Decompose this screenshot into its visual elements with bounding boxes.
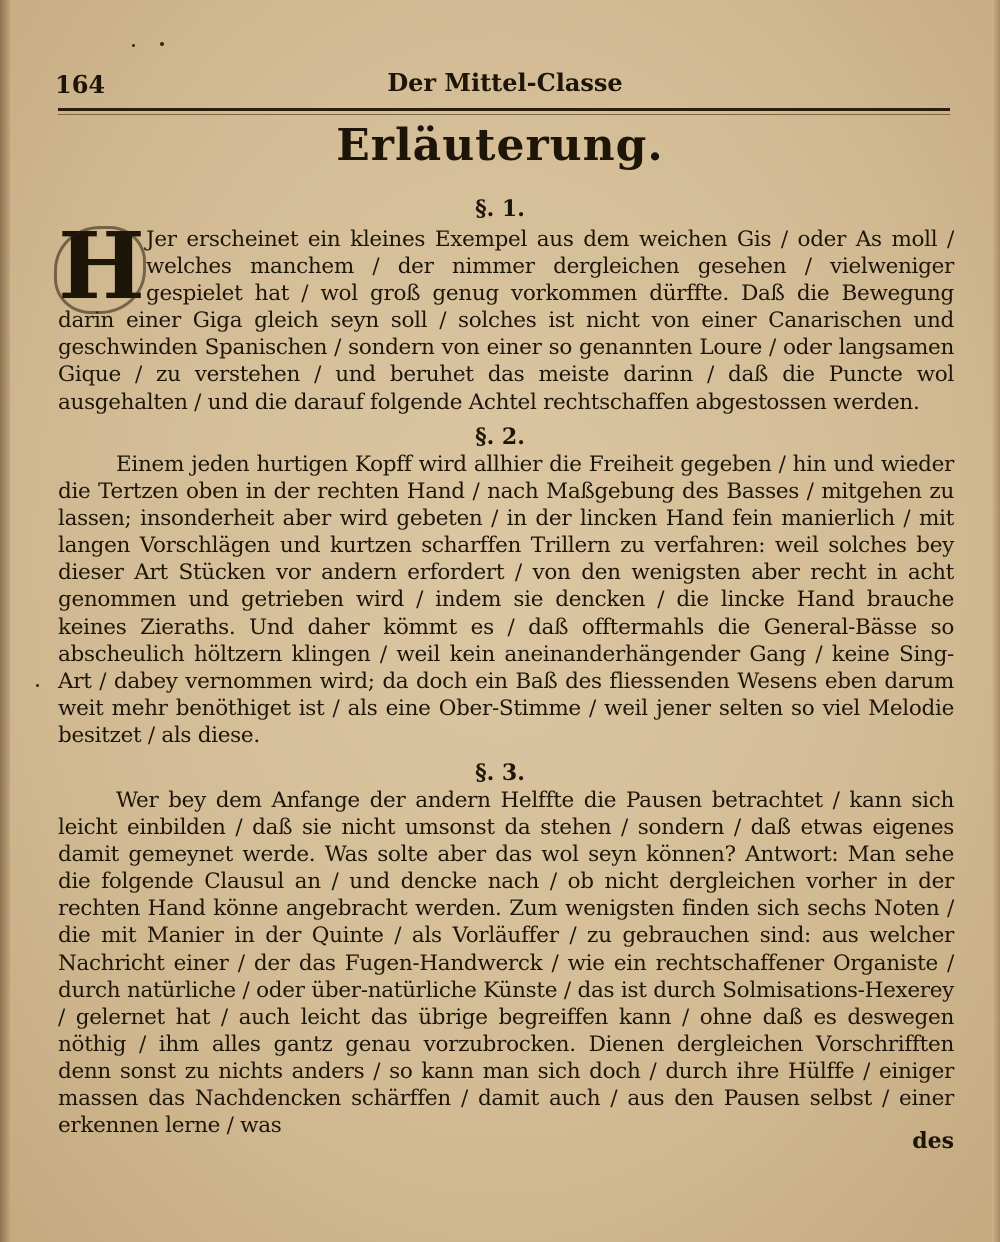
section-paragraph-3 (58, 787, 954, 1139)
section-text-1: Jer erscheinet ein kleines Exempel aus dem weichen Gis / oder As moll / welches manchem / der nimmer dergleichen gesehen / vielweniger gespielet hat / wol groß genug vorkommen dürffte. Daß die Bewegung darin einer Giga gleich seyn soll / solches ist nicht von einer Canarischen und geschwinden Spanischen / sondern von einer so genannten Loure / oder langsamen Gique / zu verstehen / und beruhet das meiste darinn / daß die Puncte wol ausgehalten / und die darauf folgende Achtel rechtschaffen abgestossen werden. (58, 227, 954, 415)
section-paragraph-2 (58, 451, 954, 749)
drop-cap-initial: H (58, 212, 145, 320)
section-heading-1: §. 1. (475, 196, 525, 222)
page-number: 164 (55, 70, 106, 99)
page-header (55, 66, 955, 102)
paper-speck (160, 42, 164, 46)
section-heading-2: §. 2. (475, 424, 525, 450)
running-head: Der Mittel-Classe (387, 68, 623, 97)
section-text-3: Wer bey dem Anfange der andern Helffte die Pausen betrachtet / kann sich leicht einbilden / daß sie nicht umsonst da stehen / sondern / daß etwas eigenes damit gemeynet werde. Was solte aber das wol seyn können? Antwort: Man sehe die folgende Clausul an / und dencke nach / ob nicht dergleichen vorher in der rechten Hand könne angebracht werden. Zum wenigsten finden sich sechs Noten / die mit Manier in der Quinte / als Vorläuffer / zu gebrauchen sind: aus welcher Nachricht einer / der das Fugen-Handwerck / wie ein rechtschaffener Organiste / durch natürliche / oder über-natürliche Künste / das ist durch Solmisations-Hexerey / gelernet hat / auch leicht das übrige begreiffen kann / ohne daß es deswegen nöthig / ihm alles gantz genau vorzubrocken. Dienen dergleichen Vorschrifften denn sonst zu nichts anders / so kann man sich doch / durch ihre Hülffe / einiger massen das Nachdencken schärffen / damit auch / aus den Pausen selbst / einer erkennen lerne / was (58, 788, 954, 1139)
header-rule-thin (58, 114, 950, 115)
page-title: Erläuterung. (336, 120, 664, 171)
section-heading-3: §. 3. (475, 760, 525, 786)
page-binding-edge (0, 0, 10, 1242)
catchword: des (912, 1128, 954, 1154)
section-text-2: Einem jeden hurtigen Kopff wird allhier die Freiheit gegeben / hin und wieder die Tertzen oben in der rechten Hand / nach Maßgebung des Basses / mitgehen zu lassen; insonderheit aber wird gebeten / in der lincken Hand fein manierlich / mit langen Vorschlägen und kurtzen scharffen Trillern zu verfahren: weil solches bey dieser Art Stücken vor andern erfordert / von den wenigsten aber recht in acht genommen und getrieben wird / indem sie dencken / die lincke Hand brauche keines Zieraths. Und daher kömmt es / daß offtermahls die General-Bässe so abscheulich höltzern klingen / weil kein aneinanderhängender Gang / keine Sing-Art / dabey vernommen wird; da doch ein Baß des fliessenden Wesens eben darum weit mehr benöthiget ist / als eine Ober-Stimme / weil jener selten so viel Melodie besitzet / als diese. (58, 452, 954, 748)
paper-speck (132, 44, 135, 47)
page-outer-edge (992, 0, 1000, 1242)
section-paragraph-1 (58, 212, 954, 416)
header-rule (58, 108, 950, 111)
paper-speck (36, 684, 39, 687)
